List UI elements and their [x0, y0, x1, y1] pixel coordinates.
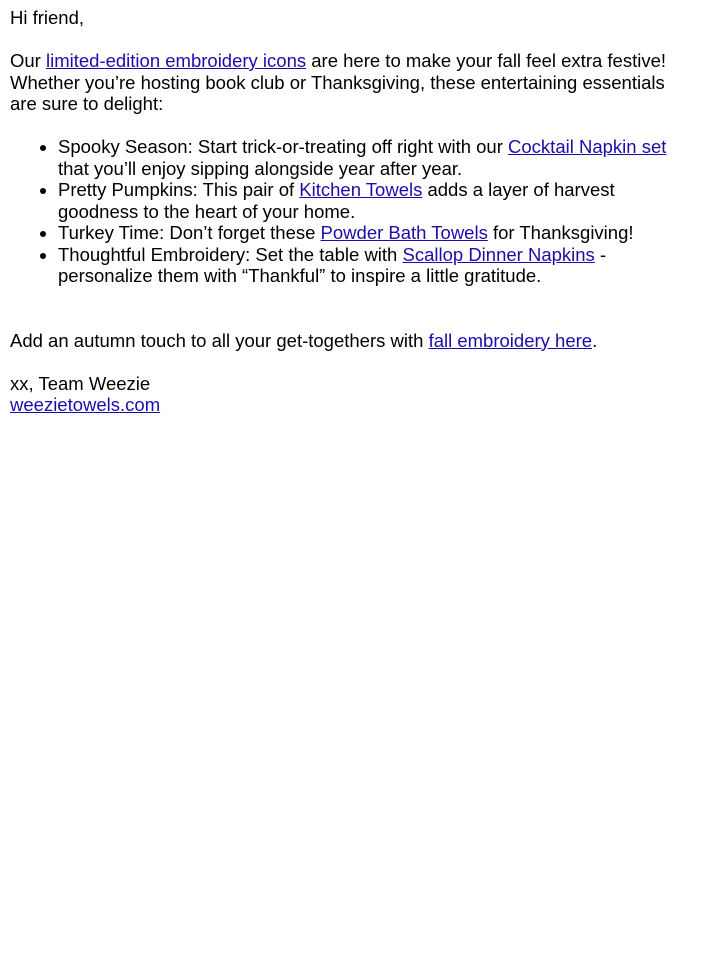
list-item-spooky-season — [58, 136, 690, 179]
product-list — [10, 136, 690, 287]
intro-text-after: are here to make your fall feel extra festive! Whether you’re hosting book club or Thanksgiving, these entertaining essentials are sure to delight: — [10, 50, 667, 114]
intro-text-before: Our — [10, 50, 46, 71]
closing-text-after: . — [592, 329, 598, 351]
spacer — [10, 287, 690, 330]
list-item-text: adds a layer of harvest goodness to the heart of your home. — [58, 179, 615, 222]
powder-bath-towels-link[interactable]: Powder Bath Towels — [320, 222, 488, 243]
email-body — [0, 0, 700, 416]
signoff-line: xx, Team Weezie — [10, 372, 151, 394]
greeting: Hi friend, — [10, 7, 85, 28]
list-item-text: that you’ll enjoy sipping alongside year after year. — [58, 157, 463, 179]
list-item-text: Turkey Time: Don’t forget these — [58, 222, 321, 243]
intro-paragraph — [10, 50, 690, 115]
signoff — [10, 373, 690, 416]
fall-embroidery-link[interactable]: fall embroidery here — [428, 329, 593, 351]
embroidery-icons-link[interactable]: limited-edition embroidery icons — [45, 50, 307, 71]
kitchen-towels-link[interactable]: Kitchen Towels — [299, 179, 423, 200]
closing-paragraph — [10, 330, 690, 352]
list-item-text: Thoughtful Embroidery: Set the table with — [58, 243, 403, 265]
list-item-thoughtful-embroidery — [58, 244, 690, 287]
closing-text-before: Add an autumn touch to all your get-togethers with — [10, 329, 429, 351]
list-item-text: Spooky Season: Start trick-or-treating off right with our — [58, 136, 509, 157]
list-item-pretty-pumpkins — [58, 179, 690, 222]
weezie-site-link[interactable]: weezietowels.com — [10, 394, 161, 415]
cocktail-napkin-set-link[interactable]: Cocktail Napkin set — [508, 136, 667, 157]
list-item-text: - personalize them with “Thankful” to inspire a little gratitude. — [58, 243, 607, 286]
scallop-dinner-napkins-link[interactable]: Scallop Dinner Napkins — [402, 243, 595, 265]
list-item-text: for Thanksgiving! — [487, 222, 634, 243]
list-item-text: Pretty Pumpkins: This pair of — [58, 179, 300, 200]
list-item-turkey-time — [58, 222, 690, 244]
